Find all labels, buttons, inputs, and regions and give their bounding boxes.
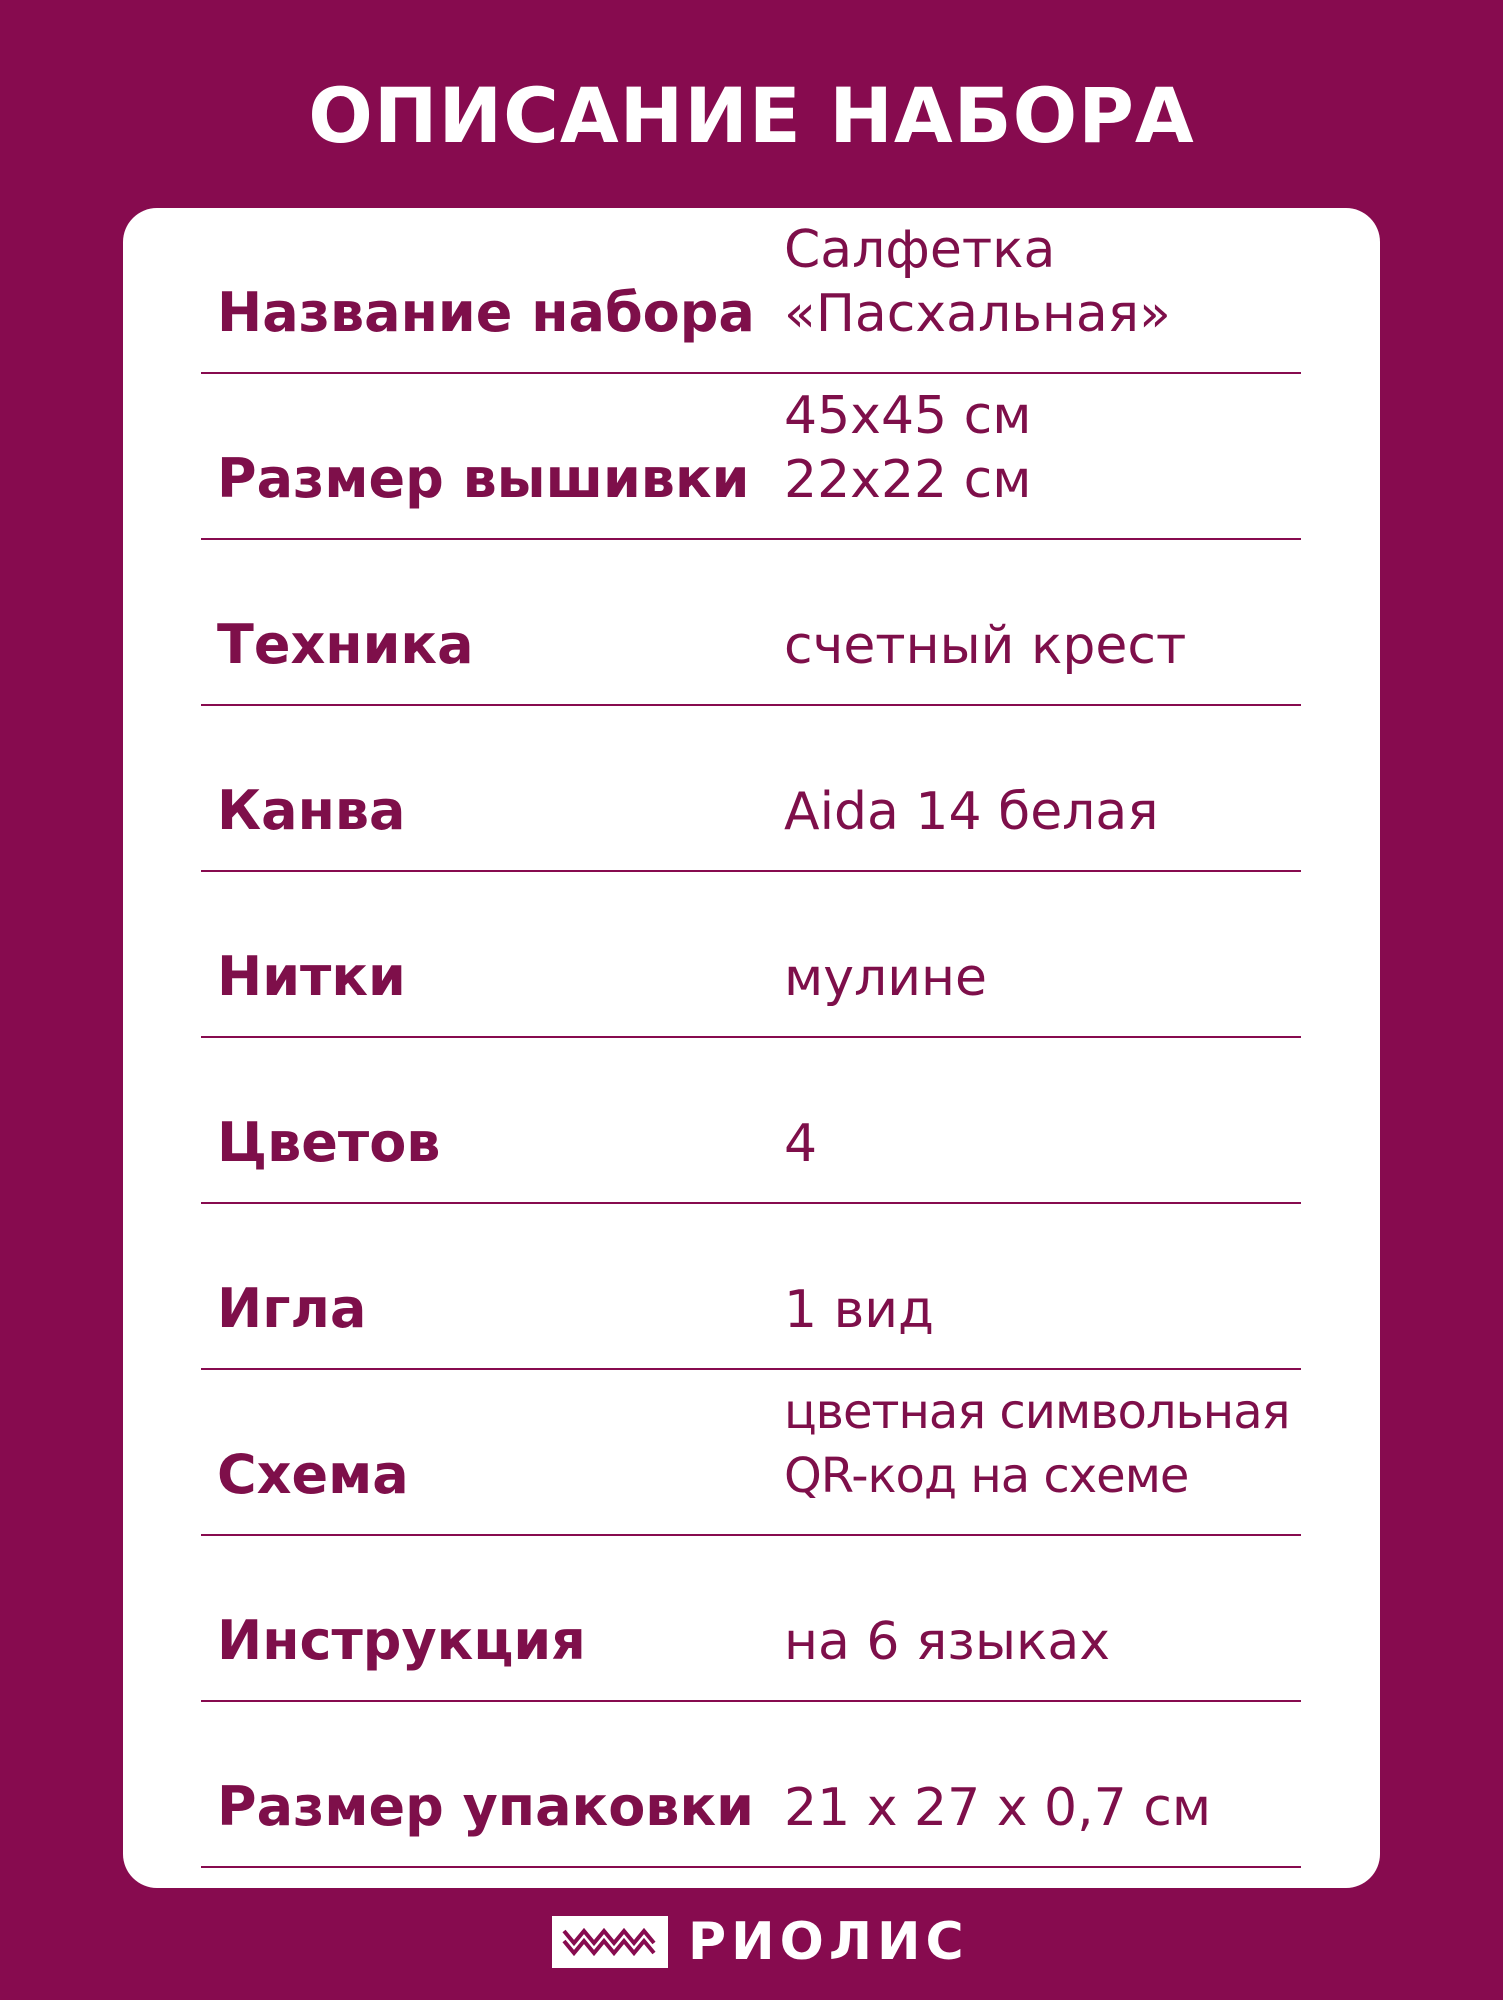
row-label: Канва <box>217 779 406 842</box>
brand-zigzag-logo-icon <box>552 1916 668 1968</box>
row-label: Цветов <box>217 1111 441 1174</box>
table-row-needle <box>201 1204 1301 1370</box>
footer-brand <box>552 1912 969 1972</box>
row-value <box>784 384 1031 512</box>
row-label: Техника <box>217 613 474 676</box>
row-value <box>784 1278 934 1342</box>
row-value <box>784 946 987 1010</box>
table-row-technique <box>201 540 1301 706</box>
row-value-line: мулине <box>784 948 988 1008</box>
row-value <box>784 1610 1110 1674</box>
row-value-line: на 6 языках <box>784 1612 1111 1672</box>
row-value-line: счетный крест <box>784 616 1187 676</box>
table-row-embroidery-size <box>201 374 1301 540</box>
row-label: Нитки <box>217 945 406 1008</box>
row-value <box>784 1776 1211 1840</box>
row-label: Схема <box>217 1443 409 1506</box>
row-value-line: 22х22 см <box>784 450 1032 510</box>
description-table <box>201 208 1301 1868</box>
row-value-line: Салфетка <box>784 220 1056 280</box>
row-value <box>784 1380 1289 1508</box>
row-label: Размер вышивки <box>217 447 750 510</box>
table-row-chart <box>201 1370 1301 1536</box>
row-value <box>784 218 1171 346</box>
row-value-line: 1 вид <box>784 1280 935 1340</box>
row-value-line: Aida 14 белая <box>784 782 1159 842</box>
table-row-kit-name <box>201 208 1301 374</box>
table-row-canvas <box>201 706 1301 872</box>
row-value-line: цветная символьная <box>784 1384 1290 1440</box>
row-value <box>784 614 1186 678</box>
row-value-line: QR-код на схеме <box>784 1448 1189 1504</box>
row-value-line: 21 х 27 х 0,7 см <box>784 1778 1212 1838</box>
brand-name: РИОЛИС <box>688 1912 969 1972</box>
row-value-line: 4 <box>784 1114 818 1174</box>
description-card <box>123 208 1380 1888</box>
table-row-package-size <box>201 1702 1301 1868</box>
table-row-threads <box>201 872 1301 1038</box>
row-value-line: 45х45 см <box>784 386 1032 446</box>
row-label: Игла <box>217 1277 367 1340</box>
row-value <box>784 780 1159 844</box>
row-value <box>784 1112 817 1176</box>
table-row-colors <box>201 1038 1301 1204</box>
row-label: Инструкция <box>217 1609 586 1672</box>
page-title: ОПИСАНИЕ НАБОРА <box>308 71 1195 160</box>
row-label: Название набора <box>217 281 755 344</box>
row-label: Размер упаковки <box>217 1775 754 1838</box>
table-row-instructions <box>201 1536 1301 1702</box>
row-value-line: «Пасхальная» <box>784 284 1171 344</box>
